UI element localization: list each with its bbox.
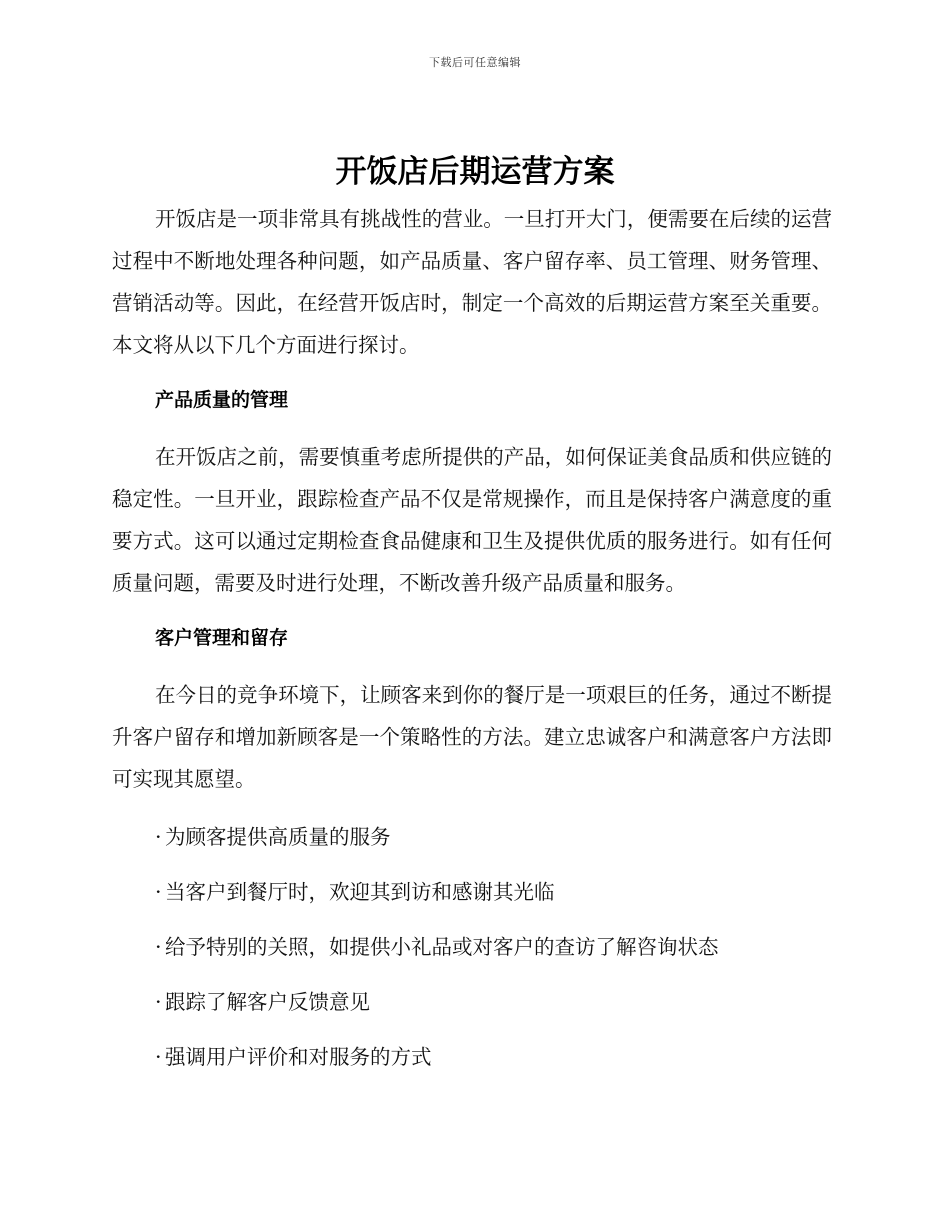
document-body [112,198,832,1091]
document-title: 开饭店后期运营方案 [335,154,615,190]
section-body-customer-retention: 在今日的竞争环境下，让顾客来到你的餐厅是一项艰巨的任务，通过不断提升客户留存和增加新顾客是一个策略性的方法。建立忠诚客户和满意客户方法即可实现其愿望。 [112,683,832,791]
section-heading-customer-retention: 客户管理和留存 [155,627,289,649]
intro-paragraph: 开饭店是一项非常具有挑战性的营业。一旦打开大门，便需要在后续的运营过程中不断地处理各种问题，如产品质量、客户留存率、员工管理、财务管理、营销活动等。因此，在经营开饭店时，制定一个高效的后期运营方案至关重要。本文将从以下几个方面进行探讨。 [112,207,832,357]
bullet-dot-icon: · [155,935,162,959]
bullet-dot-icon: · [155,1045,162,1069]
list-item-text: 给予特别的关照，如提供小礼品或对客户的查访了解咨询状态 [165,935,719,959]
customer-retention-bullet-list [112,816,832,1078]
header-note: 下载后可任意编辑 [429,56,521,69]
list-item-text: 当客户到餐厅时，欢迎其到访和感谢其光临 [165,880,555,904]
list-item [112,1036,832,1078]
list-item-text: 强调用户评价和对服务的方式 [165,1045,432,1069]
section-body-product-quality: 在开饭店之前，需要慎重考虑所提供的产品，如何保证美食品质和供应链的稳定性。一旦开业，跟踪检查产品不仅是常规操作，而且是保持客户满意度的重要方式。这可以通过定期检查食品健康和卫生及提供优质的服务进行。如有任何质量问题，需要及时进行处理，不断改善升级产品质量和服务。 [112,445,832,595]
section-heading-product-quality: 产品质量的管理 [155,389,289,411]
list-item [112,871,832,913]
list-item [112,816,832,858]
bullet-dot-icon: · [155,825,162,849]
bullet-dot-icon: · [155,990,162,1014]
list-item [112,926,832,968]
list-item [112,981,832,1023]
list-item-text: 为顾客提供高质量的服务 [165,825,391,849]
bullet-dot-icon: · [155,880,162,904]
list-item-text: 跟踪了解客户反馈意见 [165,990,370,1014]
